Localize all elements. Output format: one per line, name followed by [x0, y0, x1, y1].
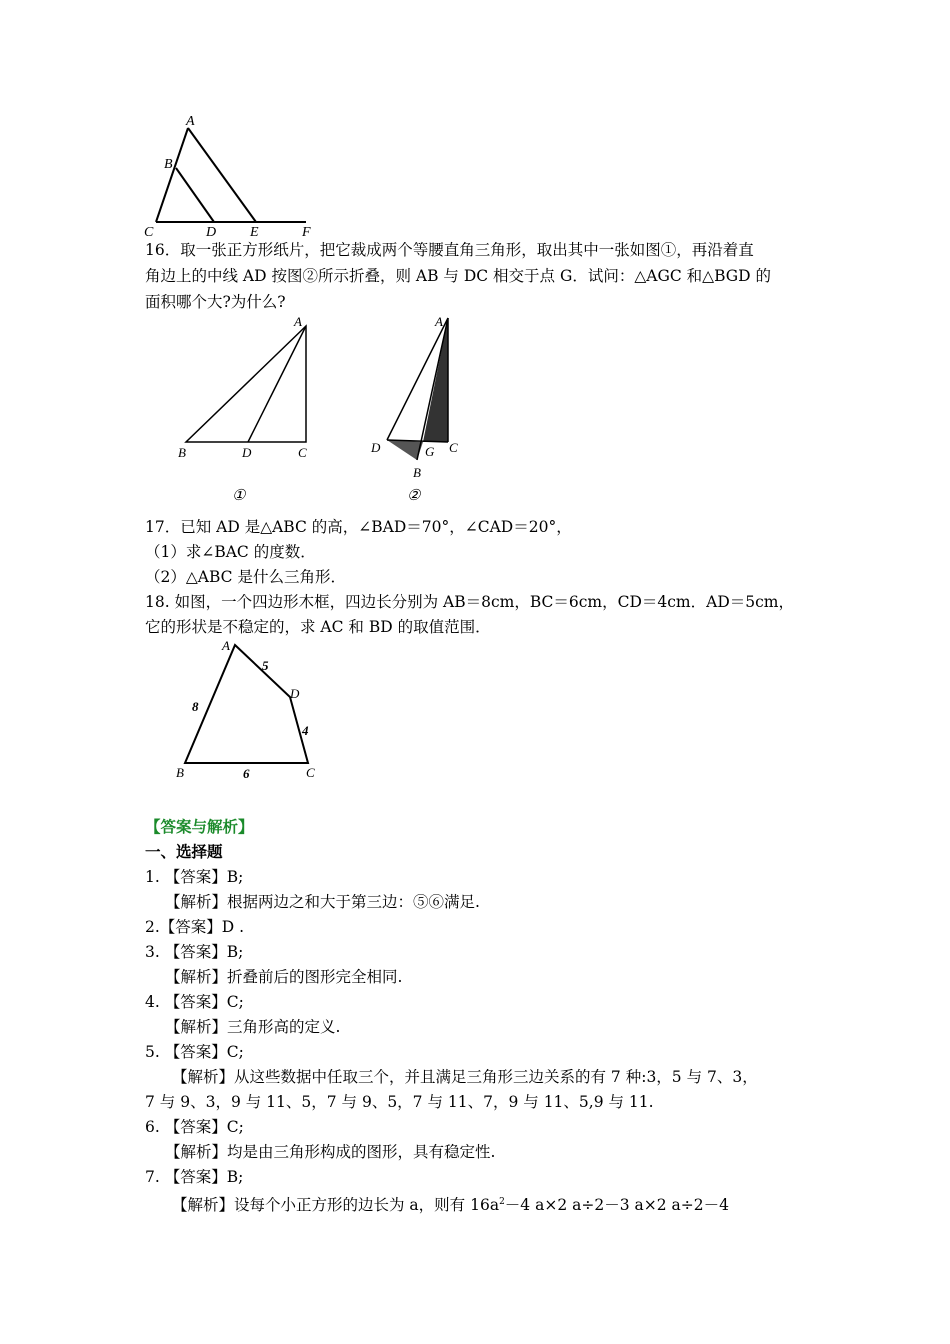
fig2-label-d: D [371, 440, 381, 455]
answer-line-8: 【解析】从这些数据中任取三个，并且满足三角形三边关系的有 7 种:3，5 与 7、3， [172, 1068, 758, 1086]
q16-line3: 面积哪个大?为什么? [145, 293, 286, 311]
figure-q18 [170, 635, 330, 785]
answer-line-1: 【解析】根据两边之和大于第三边：⑤⑥满足. [165, 893, 480, 911]
q18-side-ad: 5 [262, 658, 269, 673]
answer-line-13 [172, 1190, 729, 1217]
answer-line-2: 2.【答案】D . [145, 918, 245, 936]
figure-q16-1 [170, 312, 330, 507]
fig2-caption: ② [407, 488, 421, 504]
q18-label-d: D [290, 686, 300, 701]
answers-heading: 【答案与解析】 [145, 818, 254, 836]
label-a: A [186, 114, 195, 129]
q18-label-a: A [222, 638, 230, 653]
answers-section-title: 一、选择题 [145, 843, 223, 861]
q17-line2: （1）求∠BAC 的度数． [145, 543, 316, 561]
fig2-label-c: C [449, 440, 458, 455]
answer-line-0: 1. 【答案】B; [145, 868, 244, 886]
q18-side-ab: 8 [192, 699, 199, 714]
q17-line3: （2）△ABC 是什么三角形． [145, 568, 346, 586]
q18-label-b: B [176, 765, 184, 780]
answer-line-3: 3. 【答案】B; [145, 943, 244, 961]
q16-line1: 16．取一张正方形纸片，把它裁成两个等腰直角三角形，取出其中一张如图①，再沿着直 [145, 241, 754, 259]
fig2-label-b: B [413, 465, 421, 480]
figure-q15 [138, 110, 328, 245]
answer-line-13-prefix: 【解析】设每个小正方形的边长为 a，则有 16a [172, 1196, 500, 1215]
fig1-label-d: D [242, 445, 252, 460]
answer-line-5: 4. 【答案】C; [145, 993, 244, 1011]
q18-side-bc: 6 [243, 766, 250, 781]
q16-line2: 角边上的中线 AD 按图②所示折叠，则 AB 与 DC 相交于点 G．试问：△AGC 和△BGD 的 [145, 267, 771, 285]
answer-line-10: 6. 【答案】C; [145, 1118, 244, 1136]
label-d: D [206, 225, 217, 240]
fig1-caption: ① [232, 488, 246, 504]
answer-line-12: 7. 【答案】B; [145, 1168, 244, 1186]
answer-line-9: 7 与 9、3，9 与 11、5，7 与 9、5，7 与 11、7，9 与 11、5,9 与 11. [145, 1093, 654, 1111]
label-e: E [250, 225, 259, 240]
label-c: C [144, 225, 154, 240]
q18-line2: 它的形状是不稳定的，求 AC 和 BD 的取值范围． [145, 618, 491, 636]
label-f: F [302, 225, 311, 240]
figure-q16-2 [365, 312, 475, 507]
answer-line-13-suffix: －4 a×2 a÷2－3 a×2 a÷2－4 [504, 1196, 729, 1215]
answer-line-6: 【解析】三角形高的定义. [165, 1018, 341, 1036]
q18-line1: 18. 如图，一个四边形木框，四边长分别为 AB＝8cm，BC＝6cm，CD＝4cm．AD＝5cm， [145, 593, 794, 611]
fig2-label-a: A [435, 314, 443, 329]
answer-line-7: 5. 【答案】C; [145, 1043, 244, 1061]
fig1-label-c: C [298, 445, 307, 460]
q18-label-c: C [306, 765, 315, 780]
label-b: B [164, 157, 173, 172]
q18-side-cd: 4 [302, 723, 309, 738]
fig1-label-a: A [294, 314, 302, 329]
answer-line-4: 【解析】折叠前后的图形完全相同. [165, 968, 403, 986]
answer-line-11: 【解析】均是由三角形构成的图形，具有稳定性. [165, 1143, 496, 1161]
q17-line1: 17．已知 AD 是△ABC 的高，∠BAD＝70°，∠CAD＝20°， [145, 518, 572, 536]
answer-line-13-exponent: 2 [499, 1197, 505, 1207]
fig1-label-b: B [178, 445, 186, 460]
fig2-label-g: G [425, 444, 435, 459]
